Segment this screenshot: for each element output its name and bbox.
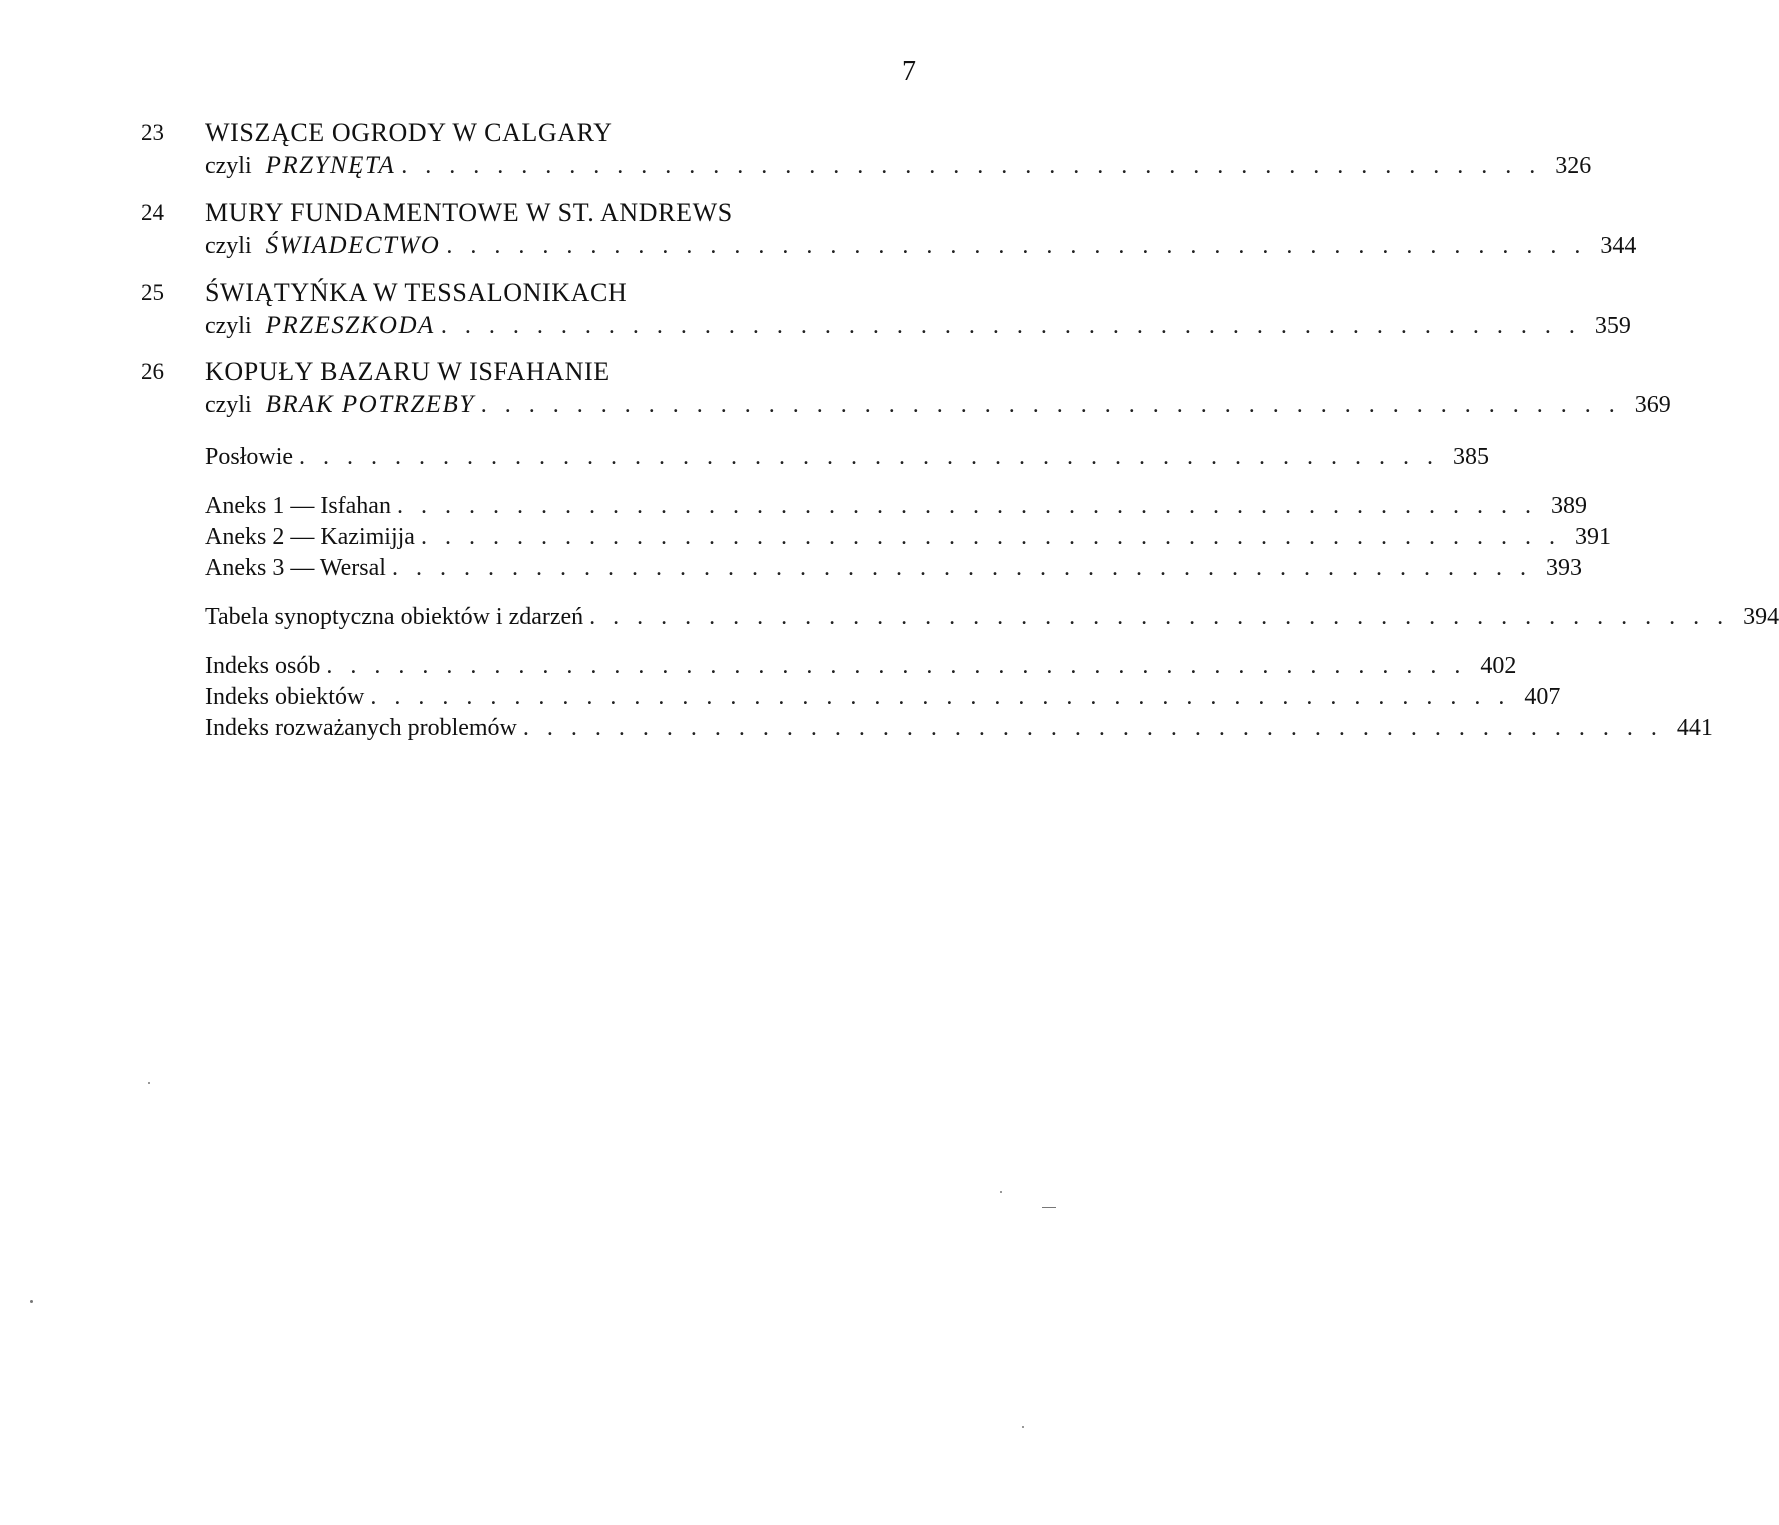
chapter-number: 26 — [141, 359, 164, 384]
page-ref: 344 — [1600, 233, 1637, 259]
toc-entry-poslowie[interactable] — [205, 441, 1490, 473]
dot-leader: . . . . . . . . . . . . . . . . . . . . . . . . . . . . . . . . . . . . . . . . . . . . . . . . — [589, 604, 1730, 630]
dot-leader: . . . . . . . . . . . . . . . . . . . . . . . . . . . . . . . . . . . . . . . . . . . . . . . . — [370, 684, 1511, 710]
chapter-title: KOPUŁY BAZARU W ISFAHANIE — [205, 357, 610, 386]
entry-label: Aneks 2 — Kazimijja — [205, 524, 415, 550]
toc-entry-aneks-1[interactable] — [205, 490, 1587, 522]
dot-leader: . . . . . . . . . . . . . . . . . . . . . . . . . . . . . . . . . . . . . . . . . . . . . . . . — [440, 313, 1581, 339]
page-ref: 407 — [1524, 684, 1561, 710]
toc-entry-indeks-problemow[interactable] — [205, 712, 1713, 744]
czyli-label: czyli — [205, 313, 252, 339]
dot-leader: . . . . . . . . . . . . . . . . . . . . . . . . . . . . . . . . . . . . . . . . . . . . . . . . — [299, 444, 1440, 470]
chapter-subtitle-line — [205, 230, 1637, 262]
chapter-number: 24 — [141, 200, 164, 225]
chapter-title: WISZĄCE OGRODY W CALGARY — [205, 118, 613, 147]
chapter-subtitle: PRZESZKODA — [265, 312, 435, 339]
page-ref: 326 — [1555, 153, 1592, 179]
chapter-subtitle: BRAK POTRZEBY — [265, 391, 475, 418]
toc-entry-indeks-osob[interactable] — [205, 650, 1517, 682]
toc-entry-aneks-3[interactable] — [205, 552, 1582, 584]
entry-label: Indeks osób — [205, 653, 321, 679]
page-ref: 389 — [1550, 493, 1587, 519]
chapter-title: MURY FUNDAMENTOWE W ST. ANDREWS — [205, 198, 733, 227]
czyli-label: czyli — [205, 153, 252, 179]
chapter-title: ŚWIĄTYŃKA W TESSALONIKACH — [205, 278, 628, 307]
dot-leader: . . . . . . . . . . . . . . . . . . . . . . . . . . . . . . . . . . . . . . . . . . . . . . . . — [480, 392, 1621, 418]
scan-speck — [30, 1300, 33, 1303]
dot-leader: . . . . . . . . . . . . . . . . . . . . . . . . . . . . . . . . . . . . . . . . . . . . . . . . — [396, 493, 1537, 519]
entry-label: Indeks rozważanych problemów — [205, 715, 517, 741]
chapter-number: 23 — [141, 120, 164, 145]
page-ref: 385 — [1453, 444, 1490, 470]
czyli-label: czyli — [205, 392, 252, 418]
toc-entry-tabela[interactable] — [205, 601, 1779, 633]
dot-leader: . . . . . . . . . . . . . . . . . . . . . . . . . . . . . . . . . . . . . . . . . . . . . . . . — [401, 153, 1542, 179]
page-ref: 394 — [1743, 604, 1779, 630]
chapter-subtitle-line — [205, 389, 1671, 421]
entry-label: Tabela synoptyczna obiektów i zdarzeń — [205, 604, 584, 630]
scan-speck — [1042, 1207, 1056, 1208]
page-ref: 393 — [1545, 555, 1582, 581]
toc-entry-indeks-obiektow[interactable] — [205, 681, 1561, 713]
entry-label: Posłowie — [205, 444, 294, 470]
dot-leader: . . . . . . . . . . . . . . . . . . . . . . . . . . . . . . . . . . . . . . . . . . . . . . . . — [391, 555, 1532, 581]
czyli-label: czyli — [205, 233, 252, 259]
chapter-subtitle: PRZYNĘTA — [265, 152, 396, 179]
page-number: 7 — [902, 56, 916, 87]
entry-label: Aneks 3 — Wersal — [205, 555, 386, 581]
dot-leader: . . . . . . . . . . . . . . . . . . . . . . . . . . . . . . . . . . . . . . . . . . . . . . . . — [420, 524, 1561, 550]
page-ref: 359 — [1594, 313, 1631, 339]
dot-leader: . . . . . . . . . . . . . . . . . . . . . . . . . . . . . . . . . . . . . . . . . . . . . . . . — [522, 715, 1663, 741]
chapter-subtitle-line — [205, 310, 1631, 342]
page-ref: 402 — [1480, 653, 1517, 679]
scan-speck — [1000, 1191, 1002, 1193]
chapter-subtitle: ŚWIADECTWO — [265, 232, 441, 259]
dot-leader: . . . . . . . . . . . . . . . . . . . . . . . . . . . . . . . . . . . . . . . . . . . . . . . . — [446, 233, 1587, 259]
dot-leader: . . . . . . . . . . . . . . . . . . . . . . . . . . . . . . . . . . . . . . . . . . . . . . . . — [326, 653, 1467, 679]
entry-label: Indeks obiektów — [205, 684, 365, 710]
page-ref: 441 — [1676, 715, 1713, 741]
page-ref: 391 — [1574, 524, 1611, 550]
chapter-number: 25 — [141, 280, 164, 305]
scan-speck — [148, 1082, 150, 1084]
entry-label: Aneks 1 — Isfahan — [205, 493, 391, 519]
toc-entry-aneks-2[interactable] — [205, 521, 1611, 553]
scan-speck — [1022, 1426, 1024, 1428]
chapter-subtitle-line — [205, 150, 1592, 182]
page-ref: 369 — [1634, 392, 1671, 418]
